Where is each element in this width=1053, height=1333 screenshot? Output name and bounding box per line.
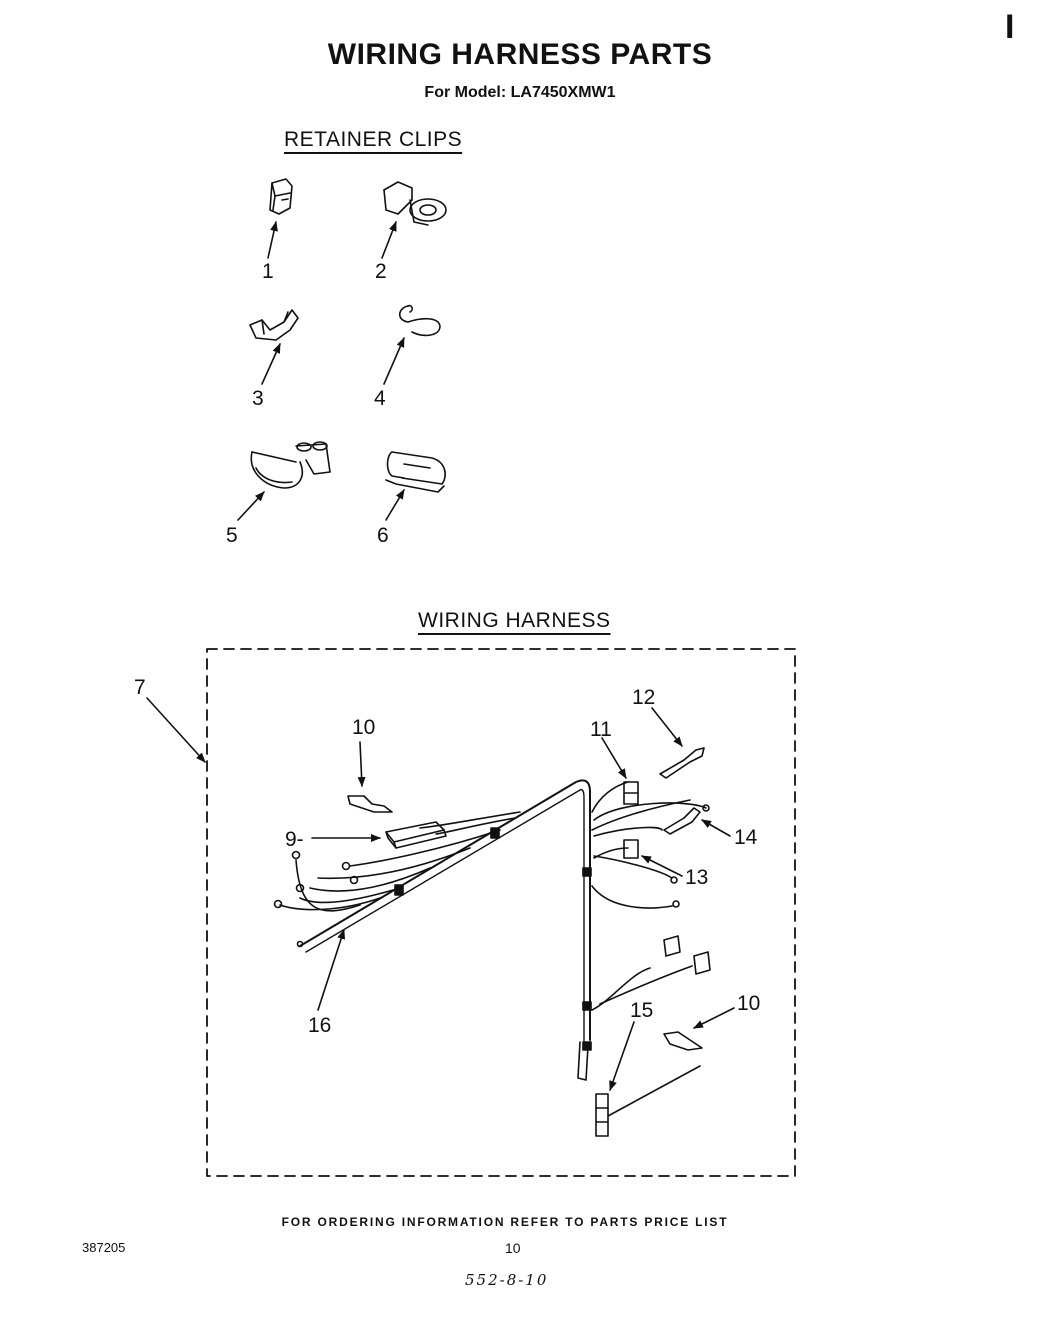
callout-1: 1 bbox=[262, 260, 274, 283]
callout-7: 7 bbox=[134, 676, 146, 699]
retainer-clip-2-image bbox=[384, 182, 446, 225]
callout-16: 16 bbox=[308, 1014, 332, 1037]
retainer-clips-heading: RETAINER CLIPS bbox=[284, 128, 463, 151]
callout-6: 6 bbox=[377, 524, 389, 547]
callout-4: 4 bbox=[374, 387, 386, 410]
page-number: 10 bbox=[505, 1240, 521, 1256]
callout-12: 12 bbox=[632, 686, 656, 709]
wiring-harness-heading: WIRING HARNESS bbox=[418, 609, 611, 632]
callout-11: 11 bbox=[590, 718, 612, 741]
page-title: WIRING HARNESS PARTS bbox=[327, 38, 713, 71]
callout-2: 2 bbox=[375, 260, 387, 283]
model-label: For Model: LA7450XMW1 bbox=[424, 84, 616, 101]
handwritten-note: 552-8-10 bbox=[465, 1271, 549, 1289]
retainer-clip-4-image bbox=[400, 306, 440, 336]
callout-10-top: 10 bbox=[352, 716, 376, 739]
retainer-clip-6-image bbox=[386, 452, 445, 492]
retainer-clip-1-image bbox=[270, 179, 292, 214]
ordering-note: FOR ORDERING INFORMATION REFER TO PARTS PRICE LIST bbox=[281, 1215, 729, 1229]
document-number: 387205 bbox=[82, 1240, 126, 1255]
callout-15: 15 bbox=[630, 999, 654, 1022]
callout-13: 13 bbox=[685, 866, 709, 889]
callout-3: 3 bbox=[252, 387, 264, 410]
callout-14: 14 bbox=[734, 826, 758, 849]
callout-10-bottom: 10 bbox=[737, 992, 761, 1015]
retainer-clip-5-image bbox=[251, 442, 330, 488]
callout-9: 9- bbox=[285, 828, 304, 851]
retainer-clip-3-image bbox=[250, 310, 298, 340]
corner-mark: I bbox=[1005, 8, 1015, 46]
harness-frame bbox=[207, 649, 795, 1176]
callout-5: 5 bbox=[226, 524, 238, 547]
